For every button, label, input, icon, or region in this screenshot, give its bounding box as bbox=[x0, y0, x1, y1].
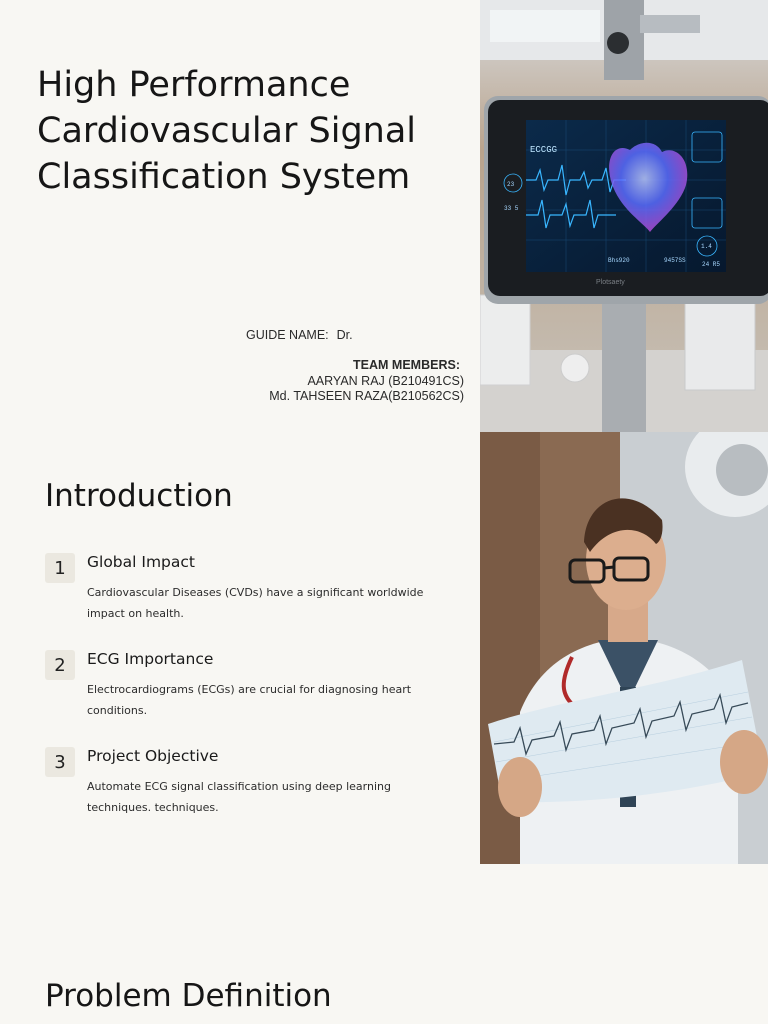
guide-value: Dr. bbox=[336, 328, 353, 342]
item-heading: Global Impact bbox=[87, 553, 195, 571]
screen-readout-6: 24 R5 bbox=[702, 261, 721, 268]
main-title-line-2: Cardiovascular Signal bbox=[37, 111, 417, 151]
doctor-reading-ecg-image bbox=[480, 432, 768, 864]
ecg-monitor-image bbox=[480, 0, 768, 432]
main-title bbox=[37, 62, 467, 200]
team-member-1: AARYAN RAJ (B210491CS) bbox=[307, 373, 464, 388]
screen-readout-5: 9457SS bbox=[664, 257, 686, 264]
doctor-illustration bbox=[480, 432, 768, 864]
item-number-badge: 3 bbox=[45, 747, 75, 777]
item-heading: ECG Importance bbox=[87, 650, 214, 668]
problem-definition-title: Problem Definition bbox=[45, 978, 332, 1014]
guide-name bbox=[246, 328, 353, 342]
screen-title: ECCGG bbox=[530, 145, 558, 155]
item-heading: Project Objective bbox=[87, 747, 219, 765]
introduction-title: Introduction bbox=[45, 478, 233, 514]
ecg-monitor-illustration bbox=[480, 0, 768, 432]
main-title-line-1: High Performance bbox=[37, 65, 351, 105]
monitor-brand: Plotsaety bbox=[596, 279, 625, 286]
item-description: Cardiovascular Diseases (CVDs) have a significant worldwide impact on health. bbox=[87, 586, 424, 620]
screen-readout-3: 1.4 bbox=[701, 243, 712, 250]
item-number-badge: 2 bbox=[45, 650, 75, 680]
main-title-line-3: Classification System bbox=[37, 157, 411, 197]
screen-readout-1: 23 bbox=[507, 181, 515, 188]
item-description: Electrocardiograms (ECGs) are crucial for diagnosing heart conditions. bbox=[87, 683, 412, 717]
guide-label: GUIDE NAME: bbox=[246, 328, 329, 342]
team-members bbox=[269, 358, 464, 405]
team-heading: TEAM MEMBERS: bbox=[353, 358, 460, 372]
team-member-2: Md. TAHSEEN RAZA(B210562CS) bbox=[269, 389, 464, 403]
item-number-badge: 1 bbox=[45, 553, 75, 583]
item-description: Automate ECG signal classification using deep learning techniques. techniques. bbox=[87, 780, 391, 814]
screen-readout-4: Bhs920 bbox=[608, 257, 630, 264]
screen-readout-2: 33 5 bbox=[504, 205, 519, 212]
